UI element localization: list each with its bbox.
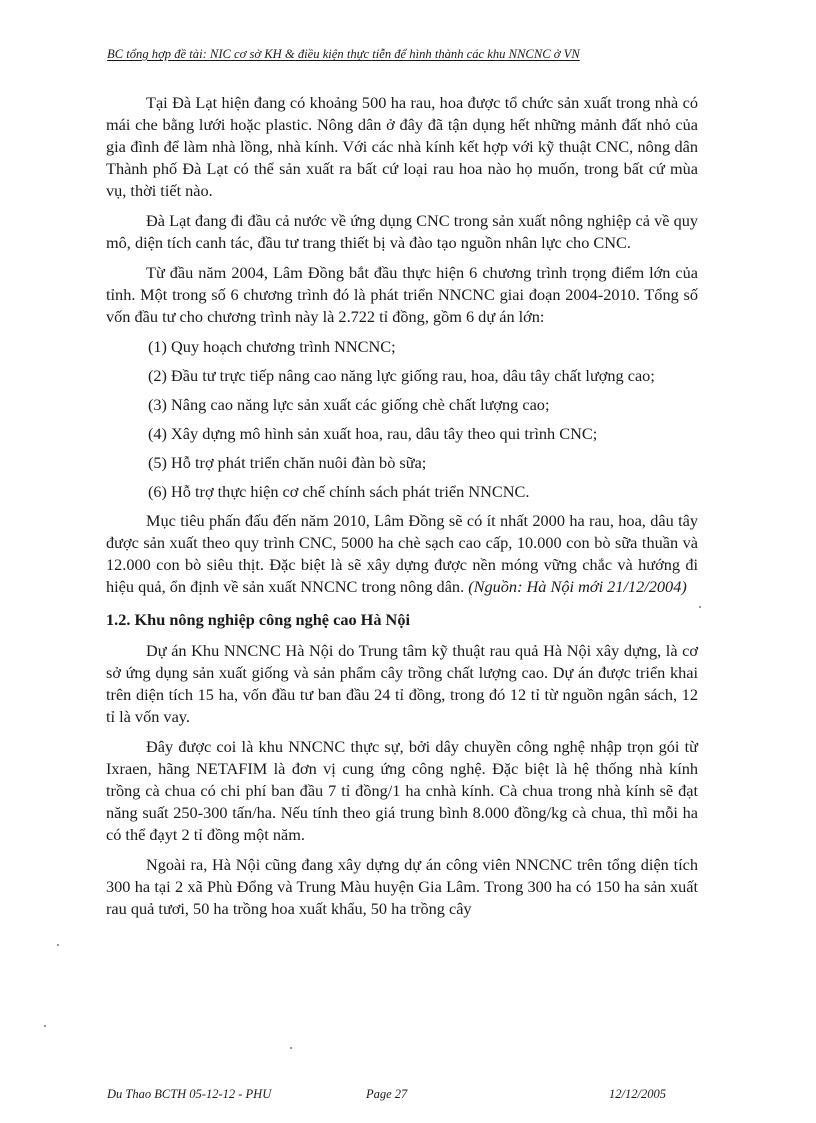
footer-date: 12/12/2005 <box>609 1087 666 1101</box>
source-citation: (Nguồn: Hà Nội mới 21/12/2004) <box>468 577 687 596</box>
paragraph-lamdong-programs: Từ đầu năm 2004, Lâm Đồng bắt đầu thực hiện 6 chương trình trọng điểm lớn của tỉnh. Một trong số 6 chương trình đó là phát triển NNCNC giai đoạn 2004-2010. Tổng số vốn đầu tư cho chương trình này là 2.722 tỉ đồng, gồm 6 dự án lớn: <box>106 263 698 326</box>
scan-speck <box>290 1047 292 1049</box>
paragraph-targets-2010 <box>106 510 698 598</box>
list-item-4: (4) Xây dựng mô hình sản xuất hoa, rau, dâu tây theo qui trình CNC; <box>148 424 598 443</box>
page-body <box>106 92 698 928</box>
scan-speck <box>57 944 59 946</box>
list-item-2: (2) Đầu tư trực tiếp nâng cao năng lực giống rau, hoa, dâu tây chất lượng cao; <box>148 366 655 385</box>
targets-text: Mục tiêu phấn đấu đến năm 2010, Lâm Đồng sẽ có ít nhất 2000 ha rau, hoa, dâu tây được sản xuất theo quy trình CNC, 5000 ha chè sạch cao cấp, 10.000 con bò sữa thuần và 12.000 con bò siêu thịt. Đặc biệt là sẽ xây dựng được nền móng vững chắc và hướng đi hiệu quả, ổn định về sản xuất NNCNC trong nông dân. <box>106 511 698 596</box>
list-item-6: (6) Hỗ trợ thực hiện cơ chế chính sách phát triển NNCNC. <box>148 482 530 501</box>
list-item-1: (1) Quy hoạch chương trình NNCNC; <box>148 337 396 356</box>
paragraph-dalat-greenhouses: Tại Đà Lạt hiện đang có khoảng 500 ha rau, hoa được tổ chức sản xuất trong nhà có mái che bằng lưới hoặc plastic. Nông dân ở đây đã tận dụng hết những mảnh đất nhỏ của gia đình để làm nhà lồng, nhà kính. Với các nhà kính kết hợp với kỹ thuật CNC, nông dân Thành phố Đà Lạt có thể sản xuất ra bất cứ loại rau hoa nào họ muốn, trong bất cứ mùa vụ, thời tiết nào. <box>106 93 698 200</box>
list-item-3: (3) Nâng cao năng lực sản xuất các giống chè chất lượng cao; <box>148 395 550 414</box>
paragraph-hanoi-technology: Đây được coi là khu NNCNC thực sự, bởi dây chuyền công nghệ nhập trọn gói từ Ixraen, hãng NETAFIM là đơn vị cung ứng công nghệ. Đặc biệt là hệ thống nhà kính trồng cà chua có chi phí ban đầu 7 tỉ đồng/1 ha cnhà kính. Cà chua trong nhà kính sẽ đạt năng suất 250-300 tấn/ha. Nếu tính theo giá trung bình 8.000 đồng/kg cà chua, thì mỗi ha có thể đạyt 2 tỉ đồng một năm. <box>106 737 698 844</box>
paragraph-hanoi-park: Ngoài ra, Hà Nội cũng đang xây dựng dự án công viên NNCNC trên tổng diện tích 300 ha tại 2 xã Phù Đổng và Trung Màu huyện Gia Lâm. Trong 300 ha có 150 ha sản xuất rau quả tươi, 50 ha trồng hoa xuất khẩu, 50 ha trồng cây <box>106 855 698 918</box>
section-heading: 1.2. Khu nông nghiệp công nghệ cao Hà Nội <box>106 610 410 629</box>
scan-speck <box>699 606 701 608</box>
paragraph-dalat-leading: Đà Lạt đang đi đầu cả nước về ứng dụng CNC trong sản xuất nông nghiệp cả về quy mô, diện tích canh tác, đầu tư trang thiết bị và đào tạo nguồn nhân lực cho CNC. <box>106 211 698 252</box>
paragraph-hanoi-project: Dự án Khu NNCNC Hà Nội do Trung tâm kỹ thuật rau quả Hà Nội xây dựng, là cơ sở ứng dụng sản xuất giống và sản phẩm cây trồng chất lượng cao. Dự án được triển khai trên diện tích 15 ha, vốn đầu tư ban đầu 24 tỉ đồng, trong đó 12 tỉ từ nguồn ngân sách, 12 tỉ là vốn vay. <box>106 641 698 726</box>
list-item-5: (5) Hỗ trợ phát triển chăn nuôi đàn bò sữa; <box>148 453 427 472</box>
footer-page-number: Page 27 <box>366 1087 408 1101</box>
footer-draft-id: Du Thao BCTH 05-12-12 - PHU <box>107 1087 272 1101</box>
scan-speck <box>44 1025 46 1027</box>
running-header: BC tổng hợp đề tài: NIC cơ sở KH & điều kiện thực tiễn để hình thành các khu NNCNC ở VN <box>107 47 580 61</box>
